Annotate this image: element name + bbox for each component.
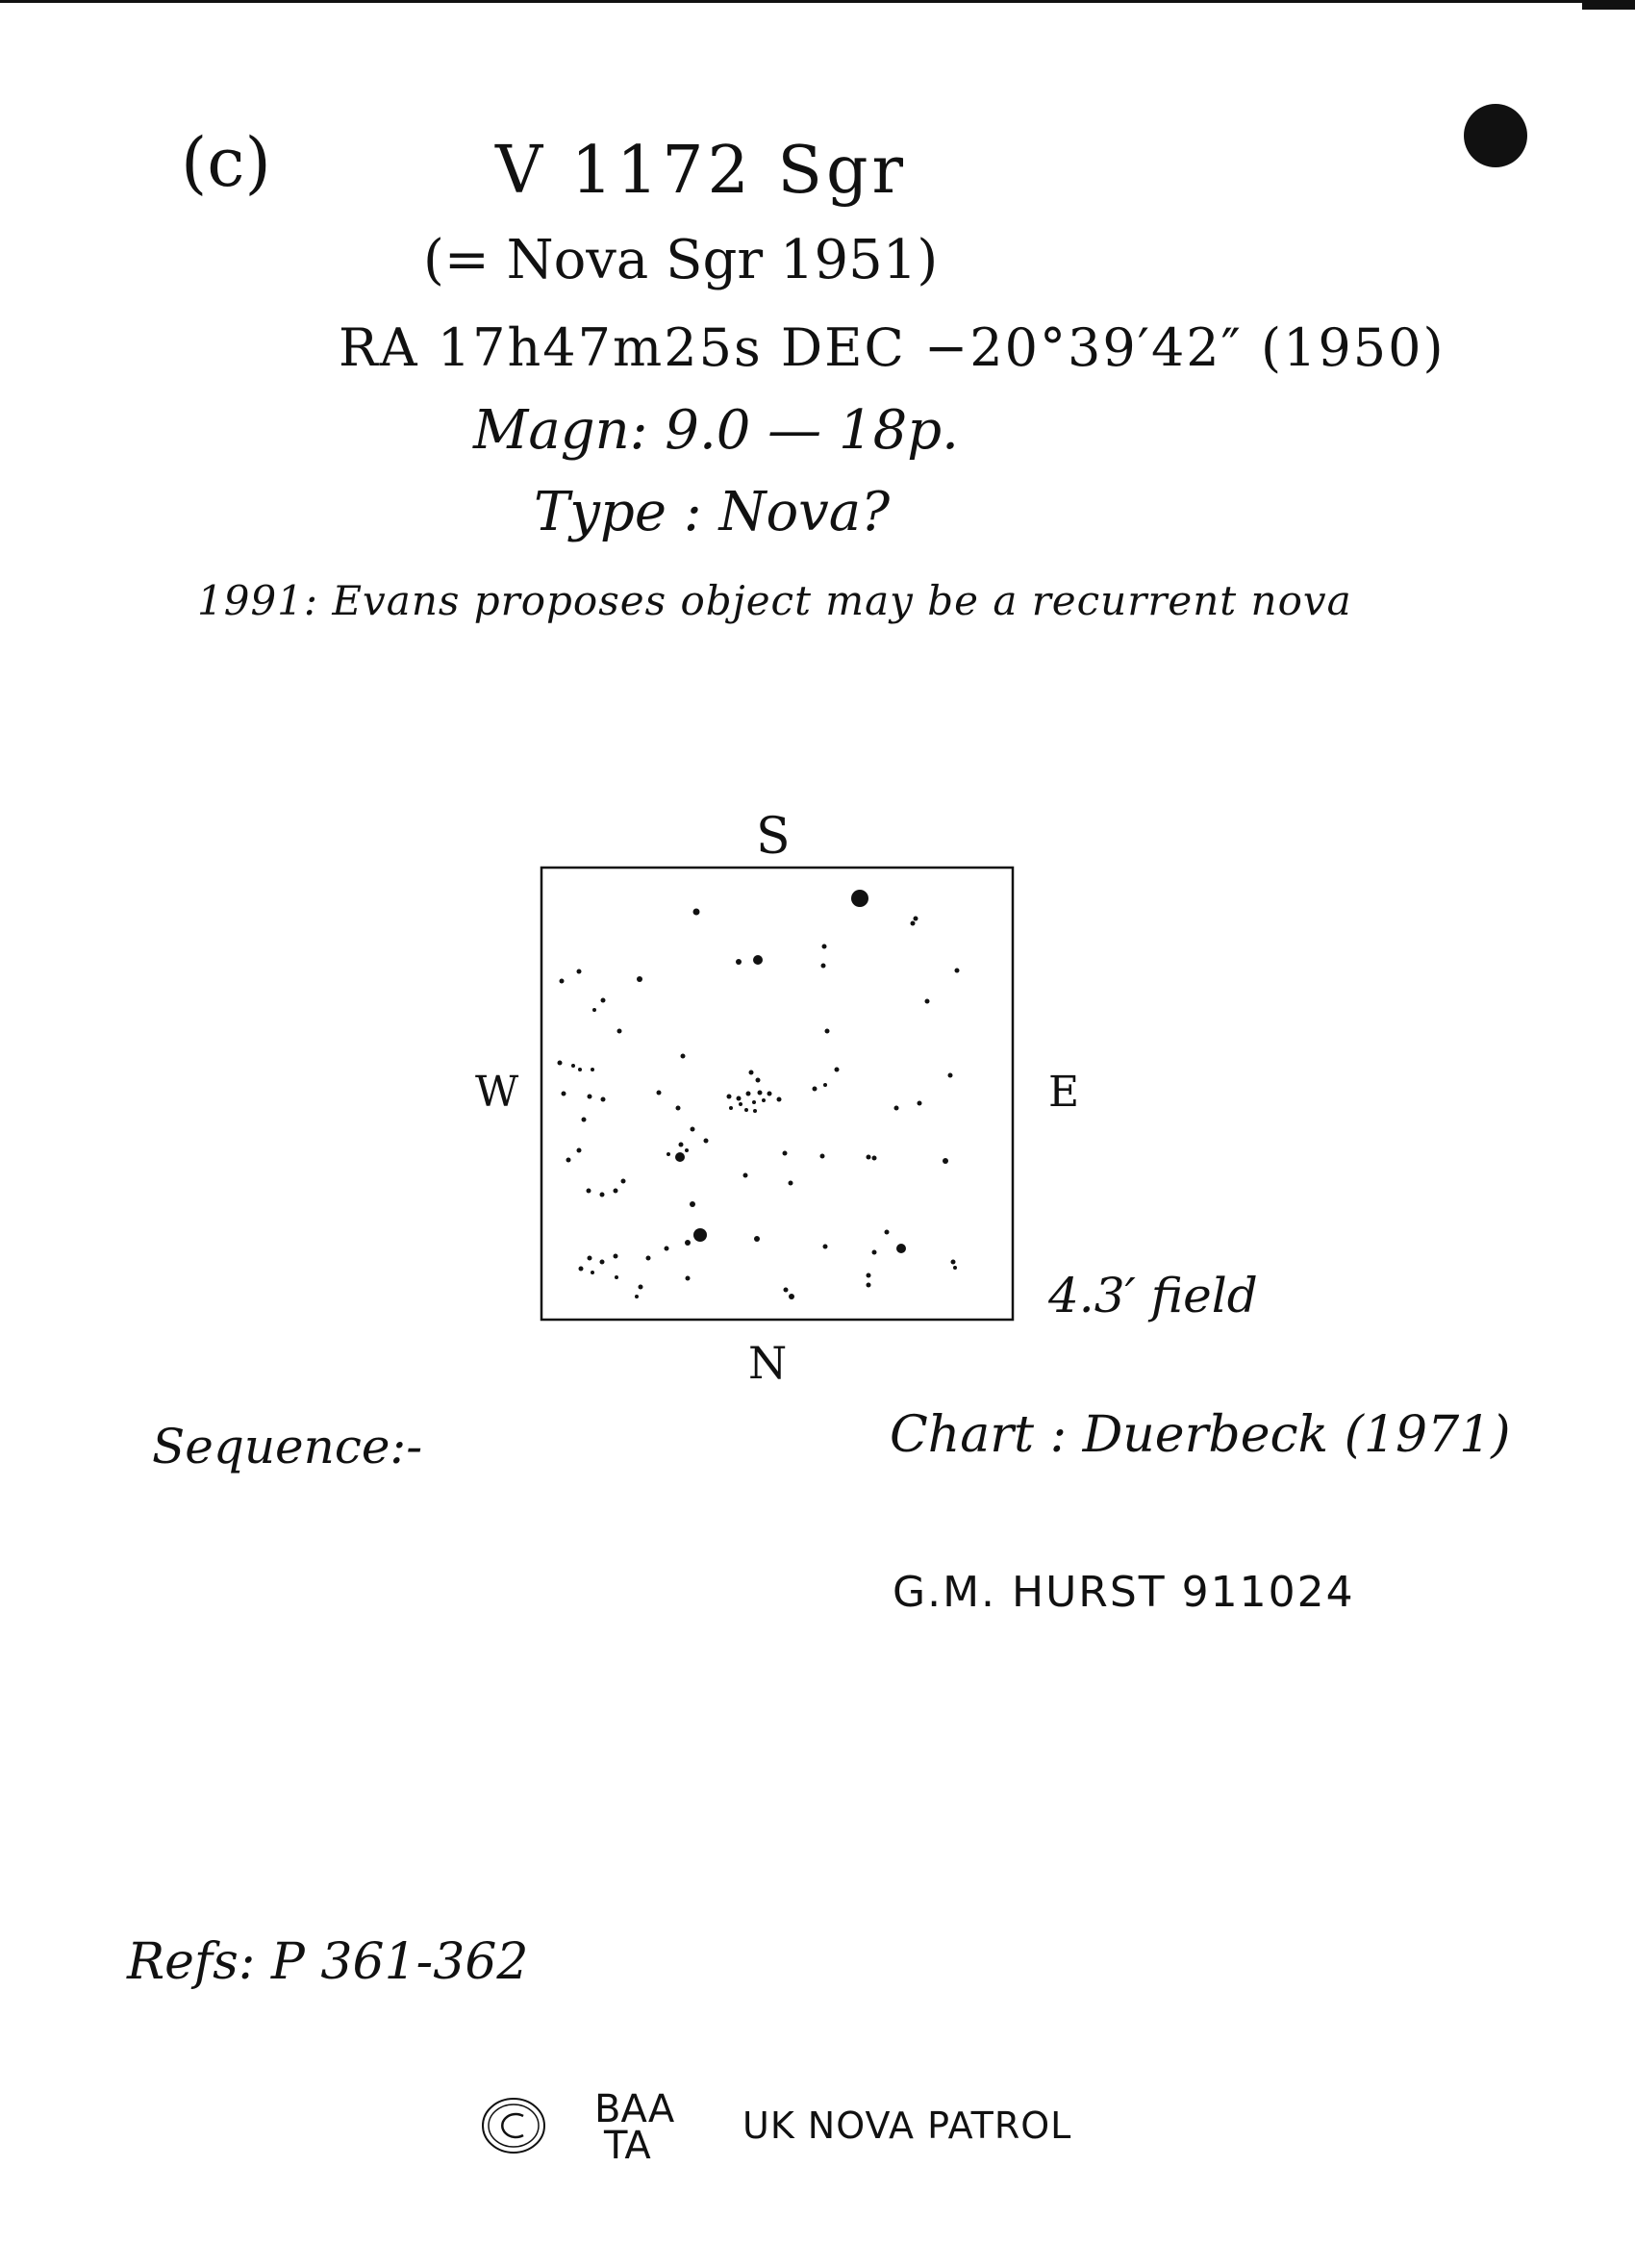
section-label: (c) [181, 123, 271, 202]
star-dot [955, 969, 960, 973]
star-dot [676, 1106, 681, 1111]
star-dot [646, 1256, 651, 1261]
star-dot [737, 1096, 742, 1101]
star-dot [667, 1152, 670, 1156]
star-dot [600, 1260, 605, 1265]
star-dot [894, 1106, 899, 1111]
star-dot [614, 1189, 618, 1194]
sequence-label: Sequence:- [152, 1419, 423, 1474]
star-dot [562, 1092, 566, 1096]
star-dot [925, 999, 930, 1004]
author-date: G.M. HURST 911024 [893, 1568, 1355, 1617]
star-dot [617, 1029, 622, 1034]
star-dot [753, 955, 763, 965]
star-dot [582, 1118, 587, 1122]
star-dot [867, 1273, 871, 1278]
star-dot [693, 1228, 707, 1242]
star-dot [558, 1061, 563, 1066]
coordinates: RA 17h47m25s DEC −20°39′42″ (1950) [339, 317, 1446, 378]
star-dot [727, 1095, 732, 1099]
star-dot [867, 1283, 871, 1288]
star-dot [693, 909, 700, 916]
star-dot [753, 1109, 757, 1113]
copyright-icon [479, 2095, 548, 2156]
star-dot [639, 1285, 643, 1290]
star-dot [743, 1173, 748, 1178]
star-dot [566, 1158, 571, 1163]
star-dot [767, 1092, 772, 1096]
finder-chart-area [471, 808, 1080, 1389]
star-dot [777, 1097, 782, 1102]
star-dot [822, 945, 827, 949]
footer-baa: BAA [594, 2087, 675, 2131]
footer-patrol: UK NOVA PATROL [742, 2104, 1072, 2147]
star-dot [665, 1247, 669, 1251]
star-dot [754, 1236, 760, 1242]
star-dot [635, 1295, 639, 1298]
references: Refs: P 361-362 [127, 1933, 529, 1991]
star-dot [789, 1294, 794, 1299]
star-dot [577, 970, 582, 974]
top-right-edge-mark [1582, 0, 1635, 10]
direction-north: N [748, 1337, 788, 1389]
star-dot [813, 1087, 818, 1092]
star-dot [758, 1091, 763, 1096]
star-dot [953, 1266, 957, 1270]
star-dot [577, 1148, 582, 1153]
star-dot [621, 1179, 626, 1184]
star-dot [685, 1240, 691, 1246]
star-dot [820, 1154, 825, 1159]
star-dot [704, 1139, 709, 1144]
star-dot [560, 979, 565, 984]
star-dot [592, 1008, 596, 1012]
star-dot [686, 1276, 691, 1281]
top-edge-rule [0, 0, 1635, 3]
star-dot [918, 1101, 922, 1106]
star-dot [736, 959, 742, 965]
star-dot [591, 1068, 594, 1071]
star-dot [579, 1267, 584, 1272]
star-dot [823, 1245, 828, 1249]
star-dot [637, 976, 642, 982]
star-dot [587, 1189, 591, 1194]
direction-south: S [756, 808, 791, 866]
star-dot [615, 1275, 618, 1279]
star-dot [825, 1029, 830, 1034]
star-field [558, 890, 960, 1299]
star-dot [600, 1193, 605, 1197]
star-dot [685, 1148, 689, 1152]
star-dot [578, 1068, 582, 1071]
variable-type: Type : Nova? [534, 481, 891, 543]
star-dot [872, 1156, 877, 1161]
star-dot [948, 1073, 953, 1078]
star-dot [885, 1230, 890, 1235]
star-dot [943, 1158, 948, 1164]
star-dot [896, 1244, 906, 1253]
star-dot [601, 998, 606, 1003]
star-dot [739, 1102, 742, 1106]
star-dot [571, 1064, 575, 1068]
star-dot [657, 1091, 662, 1096]
chart-source: Chart : Duerbeck (1971) [890, 1406, 1511, 1464]
star-dot [914, 917, 918, 921]
star-dot [691, 1127, 695, 1132]
star-dot [729, 1106, 733, 1110]
nova-alias: (= Nova Sgr 1951) [423, 229, 939, 291]
star-dot [591, 1271, 594, 1274]
star-dot [789, 1181, 793, 1186]
field-size: 4.3′ field [1048, 1268, 1258, 1323]
history-note: 1991: Evans proposes object may be a recurrent nova [197, 577, 1352, 624]
star-dot [783, 1151, 788, 1156]
star-dot [872, 1250, 877, 1255]
star-dot [601, 1097, 606, 1102]
star-dot [762, 1098, 766, 1102]
star-dot [681, 1054, 686, 1059]
footer-ta: TA [604, 2124, 651, 2168]
star-dot [821, 964, 826, 969]
ink-blot [1464, 104, 1527, 167]
star-dot [835, 1068, 840, 1072]
chart-frame [541, 868, 1013, 1320]
star-dot [784, 1288, 789, 1293]
star-dot [911, 921, 916, 926]
star-title: V 1172 Sgr [495, 133, 908, 209]
star-dot [690, 1201, 695, 1207]
star-dot [588, 1256, 592, 1261]
star-dot [951, 1260, 956, 1265]
star-dot [614, 1254, 618, 1259]
star-dot [744, 1108, 748, 1112]
direction-east: E [1048, 1068, 1080, 1117]
finder-chart [471, 808, 1080, 1385]
star-dot [851, 890, 868, 907]
star-dot [756, 1078, 761, 1083]
star-dot [675, 1152, 685, 1162]
direction-west: W [475, 1068, 519, 1117]
star-dot [867, 1155, 871, 1160]
star-dot [746, 1092, 751, 1096]
magnitude-range: Magn: 9.0 — 18p. [473, 399, 959, 462]
star-dot [679, 1143, 684, 1147]
star-dot [749, 1071, 754, 1075]
star-dot [823, 1083, 827, 1087]
star-dot [588, 1095, 592, 1099]
star-dot [752, 1100, 756, 1104]
